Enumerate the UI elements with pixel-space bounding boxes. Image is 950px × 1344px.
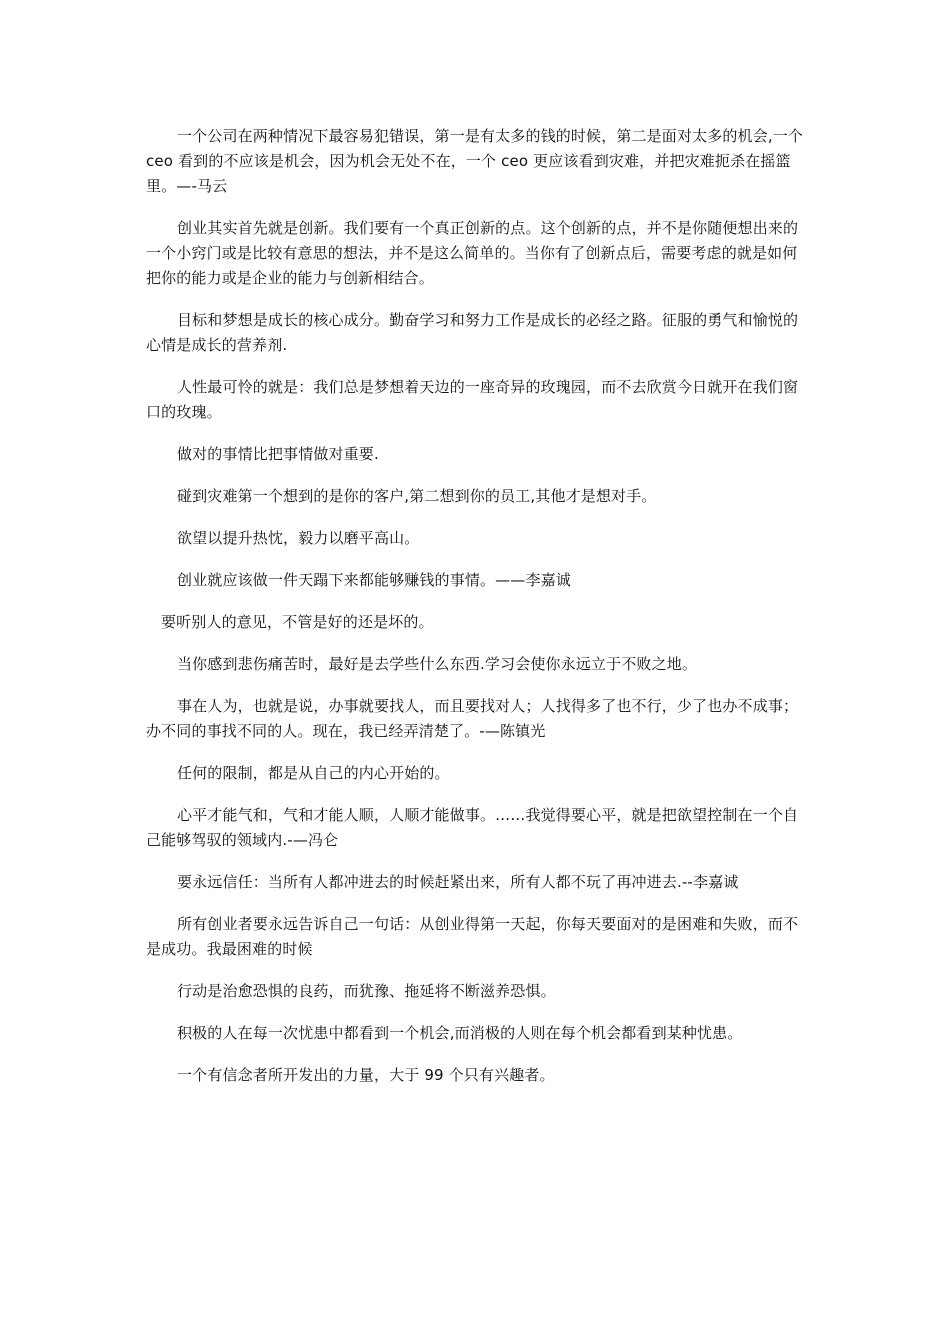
- paragraph-18: 一个有信念者所开发出的力量，大于 99 个只有兴趣者。: [177, 1066, 555, 1084]
- paragraph-2: 创业其实首先就是创新。我们要有一个真正创新的点。这个创新的点，并不是你随便想出来的一个小窍门或是比较有意思的想法，并不是这么简单的。当你有了创新点后，需要考虑的就是如何把你的能力或是企业的能力与创新相结合。: [146, 219, 799, 287]
- document-body: [146, 124, 810, 1105]
- paragraph-9: 要听别人的意见，不管是好的还是坏的。: [161, 613, 434, 631]
- paragraph-8: 创业就应该做一件天蹋下来都能够赚钱的事情。——李嘉诚: [177, 571, 571, 589]
- paragraph-11: 事在人为，也就是说，办事就要找人，而且要找对人；人找得多了也不行，少了也办不成事；办不同的事找不同的人。现在，我已经弄清楚了。-—陈镇光: [146, 697, 799, 740]
- paragraph-13: 心平才能气和，气和才能人顺，人顺才能做事。……我觉得要心平，就是把欲望控制在一个自己能够驾驭的领域内.-—冯仑: [146, 806, 799, 849]
- paragraph-6: 碰到灾难第一个想到的是你的客户,第二想到你的员工,其他才是想对手。: [177, 487, 657, 505]
- paragraph-15: 所有创业者要永远告诉自己一句话：从创业得第一天起，你每天要面对的是困难和失败，而不是成功。我最困难的时候: [146, 915, 799, 958]
- paragraph-1: 一个公司在两种情况下最容易犯错误，第一是有太多的钱的时候，第二是面对太多的机会,一个 ceo 看到的不应该是机会，因为机会无处不在，一个 ceo 更应该看到灾难，并把灾难扼杀在摇篮里。—-马云: [146, 127, 804, 195]
- paragraph-3: 目标和梦想是成长的核心成分。勤奋学习和努力工作是成长的必经之路。征服的勇气和愉悦的心情是成长的营养剂.: [146, 311, 799, 354]
- paragraph-5: 做对的事情比把事情做对重要.: [177, 445, 379, 463]
- paragraph-16: 行动是治愈恐惧的良药，而犹豫、拖延将不断滋养恐惧。: [177, 982, 556, 1000]
- paragraph-12: 任何的限制，都是从自己的内心开始的。: [177, 764, 450, 782]
- paragraph-7: 欲望以提升热忱，毅力以磨平高山。: [177, 529, 420, 547]
- paragraph-17: 积极的人在每一次忧患中都看到一个机会,而消极的人则在每个机会都看到某种忧患。: [177, 1024, 743, 1042]
- paragraph-14: 要永远信任：当所有人都冲进去的时候赶紧出来，所有人都不玩了再冲进去.--李嘉诚: [177, 873, 739, 891]
- paragraph-10: 当你感到悲伤痛苦时，最好是去学些什么东西.学习会使你永远立于不败之地。: [177, 655, 698, 673]
- paragraph-4: 人性最可怜的就是：我们总是梦想着天边的一座奇异的玫瑰园，而不去欣赏今日就开在我们窗口的玫瑰。: [146, 378, 799, 421]
